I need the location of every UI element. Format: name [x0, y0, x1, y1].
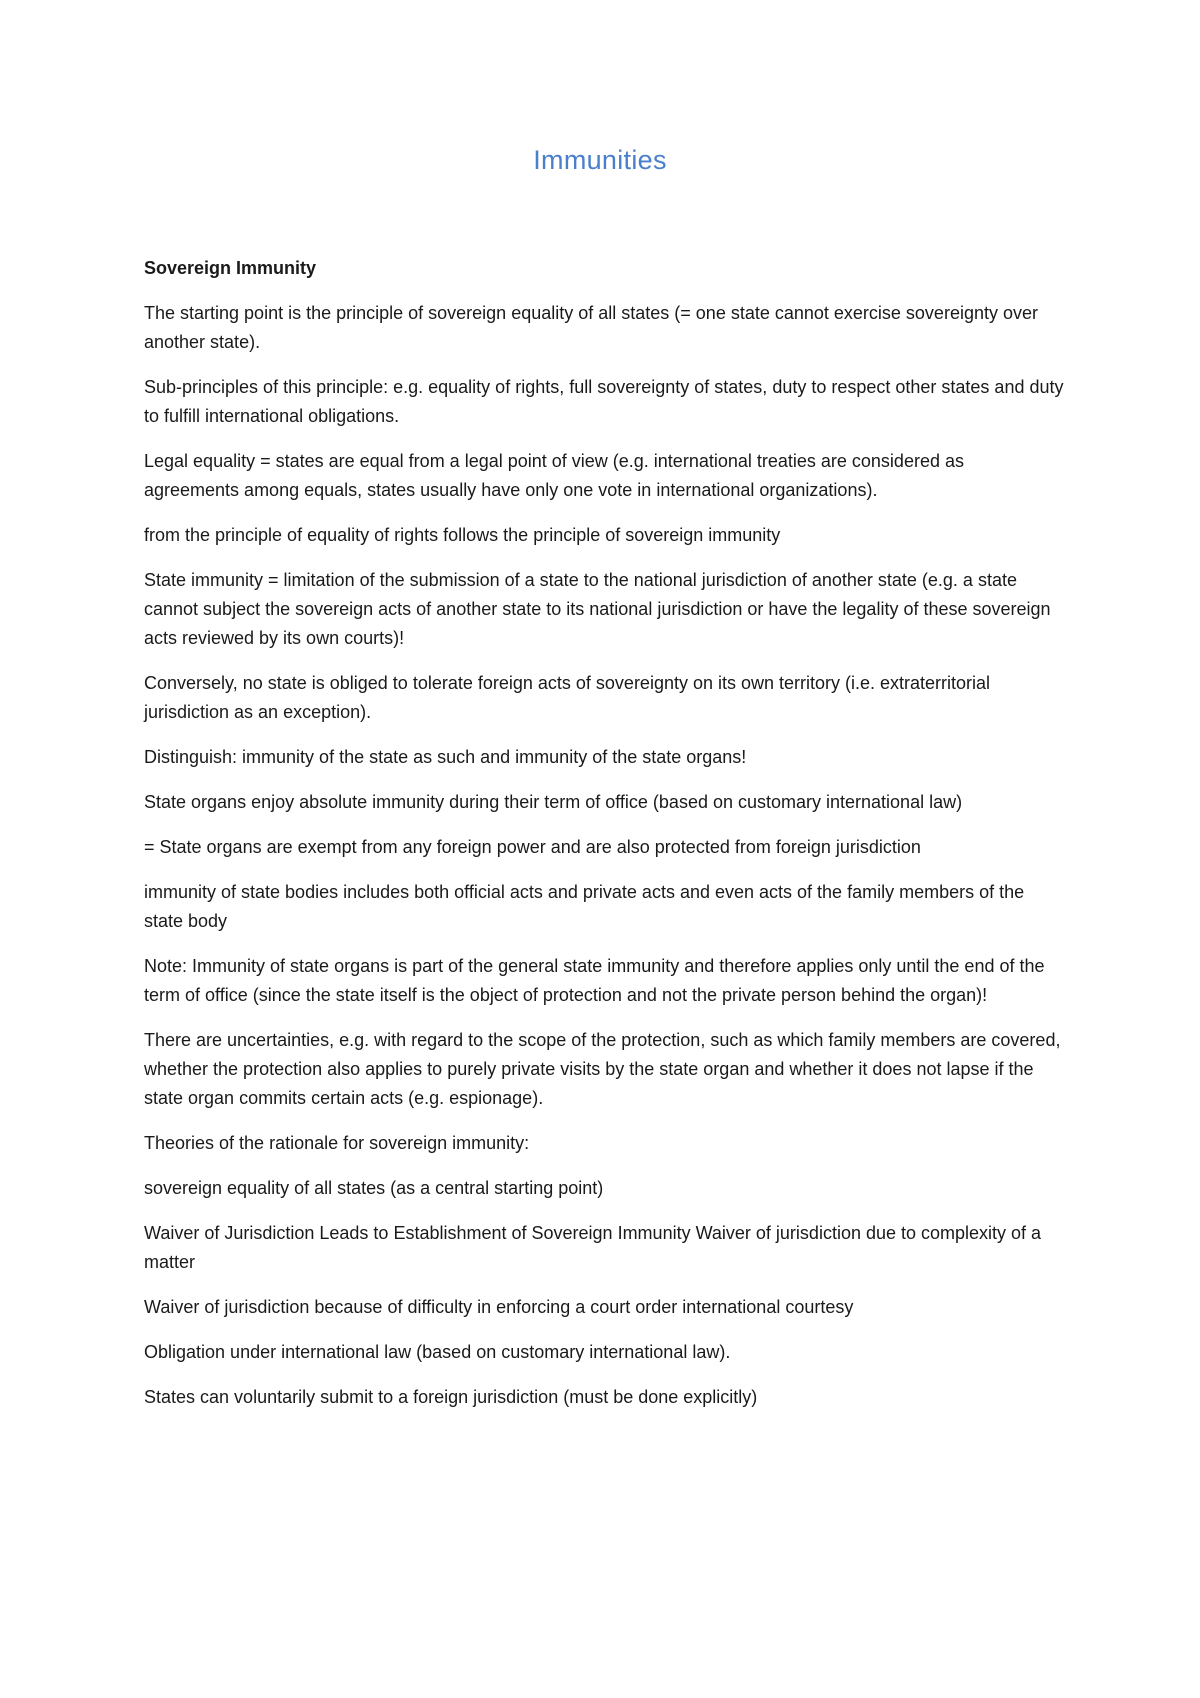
paragraph-sovereign-equality: sovereign equality of all states (as a central starting point) [144, 1178, 604, 1198]
paragraph-equality-of-rights: from the principle of equality of rights follows the principle of sovereign immunity [144, 525, 781, 545]
paragraph-absolute-immunity: State organs enjoy absolute immunity during their term of office (based on customary international law) [144, 792, 963, 812]
paragraph-distinguish: Distinguish: immunity of the state as such and immunity of the state organs! [144, 747, 747, 767]
paragraph-note: Note: Immunity of state organs is part of the general state immunity and therefore applies only until the end of the term of office (since the state itself is the object of protection and not the private person behind the organ)! [144, 956, 1045, 1005]
paragraph-waiver-enforcement: Waiver of jurisdiction because of difficulty in enforcing a court order international courtesy [144, 1297, 854, 1317]
paragraph-legal-equality: Legal equality = states are equal from a legal point of view (e.g. international treaties are considered as agreements among equals, states usually have only one vote in international organizations). [144, 451, 964, 500]
paragraph-voluntary-submission: States can voluntarily submit to a foreign jurisdiction (must be done explicitly) [144, 1387, 758, 1407]
paragraph-conversely: Conversely, no state is obliged to tolerate foreign acts of sovereignty on its own territory (i.e. extraterritorial jurisdiction as an exception). [144, 673, 991, 722]
paragraph-state-bodies: immunity of state bodies includes both official acts and private acts and even acts of the family members of the state body [144, 882, 1025, 931]
paragraph-theories: Theories of the rationale for sovereign immunity: [144, 1133, 530, 1153]
paragraph-exempt: = State organs are exempt from any foreign power and are also protected from foreign jurisdiction [144, 837, 921, 857]
section-heading: Sovereign Immunity [144, 258, 317, 278]
paragraph-obligation: Obligation under international law (based on customary international law). [144, 1342, 731, 1362]
paragraph-starting-point: The starting point is the principle of sovereign equality of all states (= one state cannot exercise sovereignty over another state). [144, 303, 1038, 352]
document-title: Immunities [533, 145, 667, 175]
paragraph-uncertainties: There are uncertainties, e.g. with regard to the scope of the protection, such as which family members are covered, whether the protection also applies to purely private visits by the state organ and whether it does not lapse if the state organ commits certain acts (e.g. espionage). [144, 1030, 1061, 1108]
paragraph-waiver-complexity: Waiver of Jurisdiction Leads to Establishment of Sovereign Immunity Waiver of jurisdiction due to complexity of a matter [144, 1223, 1042, 1272]
document-body [144, 254, 1064, 1428]
paragraph-sub-principles: Sub-principles of this principle: e.g. equality of rights, full sovereignty of states, duty to respect other states and duty to fulfill international obligations. [144, 377, 1064, 426]
paragraph-state-immunity: State immunity = limitation of the submission of a state to the national jurisdiction of another state (e.g. a state cannot subject the sovereign acts of another state to its national jurisdiction or have the legality of these sovereign acts reviewed by its own courts)! [144, 570, 1051, 648]
